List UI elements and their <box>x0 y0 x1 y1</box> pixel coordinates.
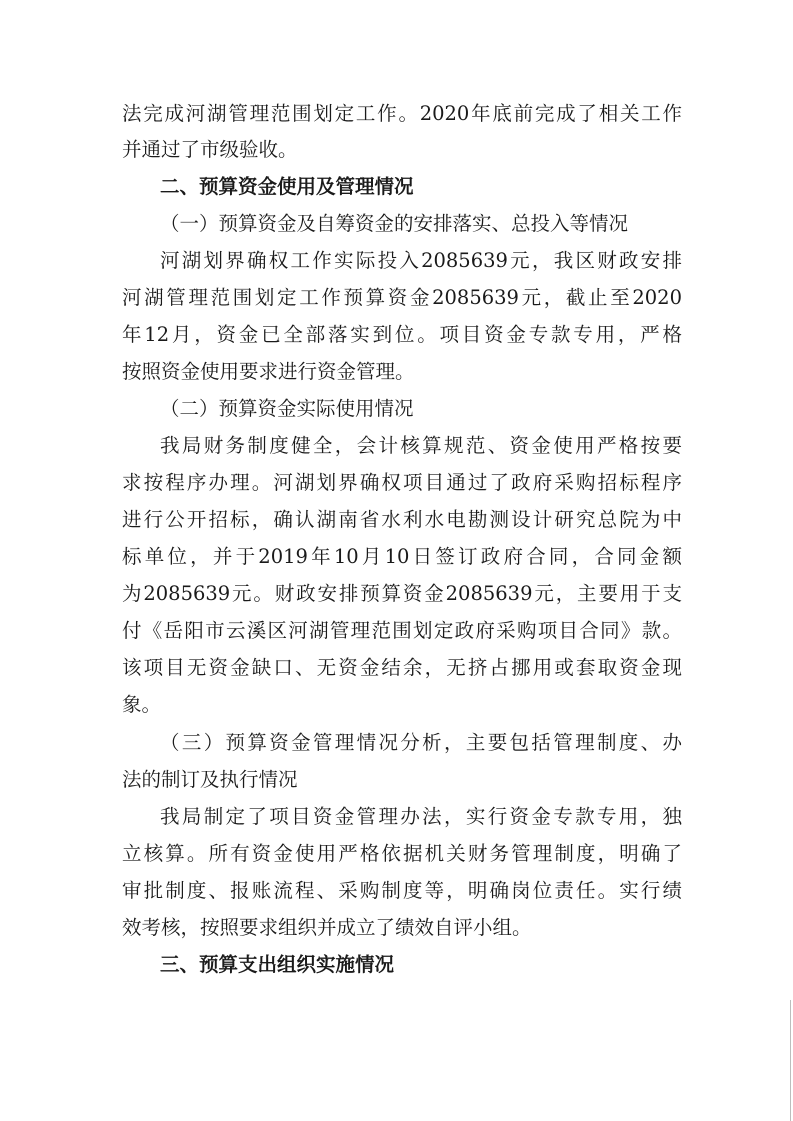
body-text-line: 该项目无资金缺口、无资金结余，无挤占挪用或套取资金现 <box>122 656 682 679</box>
body-text-line: 我局制定了项目资金管理办法，实行资金专款专用，独 <box>160 805 682 828</box>
subsection-heading-2: （二）预算资金实际使用情况 <box>160 397 414 420</box>
subsection-heading-3: （三）预算资金管理情况分析，主要包括管理制度、办 <box>160 731 682 754</box>
subsection-heading-3-cont: 法的制订及执行情况 <box>122 768 298 791</box>
subsection-heading-1: （一）预算资金及自筹资金的安排落实、总投入等情况 <box>160 212 629 235</box>
body-text-line: 付《岳阳市云溪区河湖管理范围划定政府采购项目合同》款。 <box>122 619 682 642</box>
body-text-line: 审批制度、报账流程、采购制度等，明确岗位责任。实行绩 <box>122 879 682 902</box>
body-text-line: 法完成河湖管理范围划定工作。2020年底前完成了相关工作 <box>122 102 682 125</box>
body-text-line: 河湖管理范围划定工作预算资金2085639元，截止至2020 <box>122 286 682 309</box>
body-text-line: 为2085639元。财政安排预算资金2085639元，主要用于支 <box>122 582 682 605</box>
body-text-line: 河湖划界确权工作实际投入2085639元，我区财政安排 <box>160 249 682 272</box>
scan-edge-line <box>790 1000 791 1121</box>
body-text-line: 标单位，并于2019年10月10日签订政府合同，合同金额 <box>122 545 682 568</box>
body-text-line: 效考核，按照要求组织并成立了绩效自评小组。 <box>122 916 532 939</box>
body-text-line: 并通过了市级验收。 <box>122 138 298 161</box>
section-heading-3: 三、预算支出组织实施情况 <box>160 953 395 976</box>
section-heading-2: 二、预算资金使用及管理情况 <box>160 175 414 198</box>
body-text-line: 进行公开招标，确认湖南省水利水电勘测设计研究总院为中 <box>122 508 682 531</box>
body-text-line: 立核算。所有资金使用严格依据机关财务管理制度，明确了 <box>122 842 682 865</box>
body-text-line: 年12月，资金已全部落实到位。项目资金专款专用，严格 <box>122 323 682 346</box>
body-text-line: 象。 <box>122 693 162 716</box>
body-text-line: 我局财务制度健全，会计核算规范、资金使用严格按要 <box>160 434 682 457</box>
body-text-line: 求按程序办理。河湖划界确权项目通过了政府采购招标程序 <box>122 471 682 494</box>
body-text-line: 按照资金使用要求进行资金管理。 <box>122 360 415 383</box>
